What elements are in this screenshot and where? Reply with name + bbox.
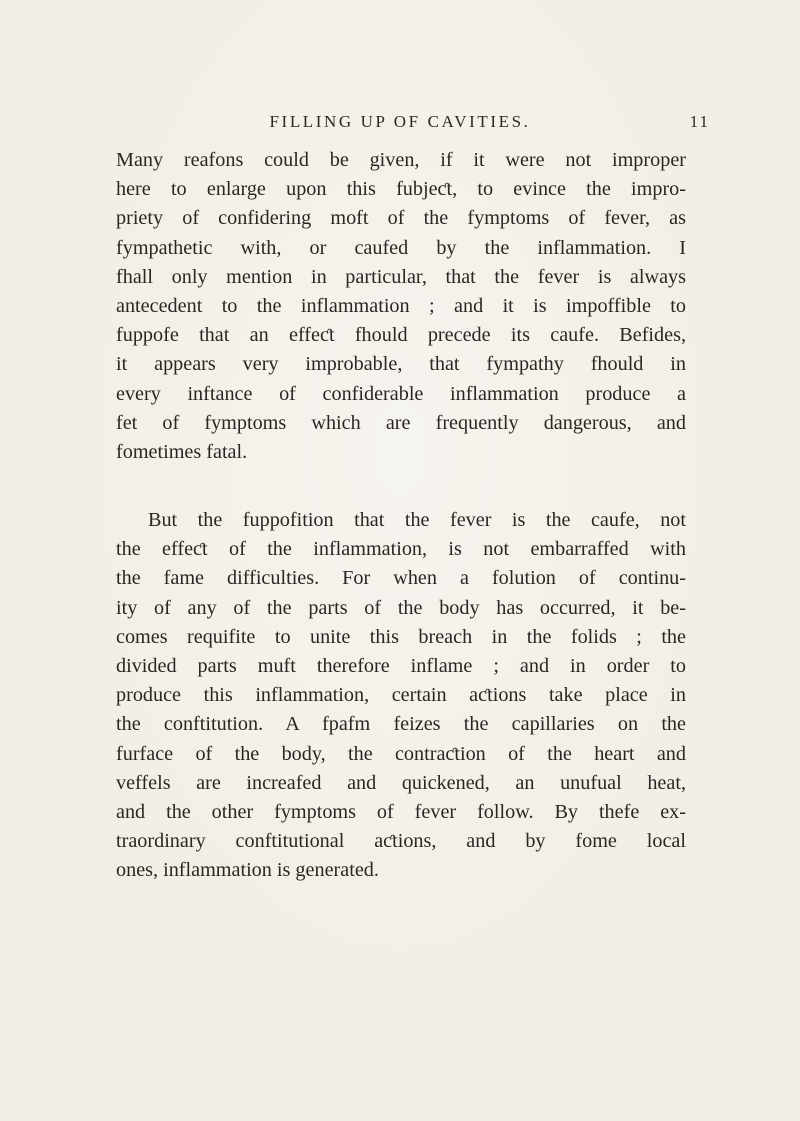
paragraph-2-line: comes requifite to unite this breach in the folids ; the	[116, 625, 686, 648]
paragraph-1-line: fympathetic with, or caufed by the inflammation. I	[116, 236, 686, 259]
paragraph-1-line: priety of confidering moft of the fymptoms of fever, as	[116, 207, 686, 230]
paragraph-2-line: the conftitution. A fpafm feizes the capillaries on the	[116, 713, 686, 736]
paragraph-2	[116, 506, 686, 886]
paragraph-2-line: furface of the body, the contraƈtion of the heart and	[116, 742, 686, 765]
paragraph-1-line: fuppofe that an effeƈt fhould precede its caufe. Befides,	[116, 324, 686, 347]
paragraph-2-line: ones, inflammation is generated.	[116, 859, 379, 882]
paragraph-2-line: traordinary conftitutional aƈtions, and by fome local	[116, 830, 686, 853]
paragraph-2-line: ity of any of the parts of the body has occurred, it be-	[116, 596, 686, 619]
paragraph-1-line: Many reafons could be given, if it were not improper	[116, 149, 686, 171]
paragraph-1-line: here to enlarge upon this fubjeƈt, to evince the impro-	[116, 178, 686, 201]
running-title: FILLING UP OF CAVITIES.	[269, 112, 531, 131]
page-number: 11	[689, 112, 710, 131]
paragraph-2-line: But the fuppofition that the fever is the caufe, not	[148, 509, 686, 531]
paragraph-1-line: every inftance of confiderable inflammation produce a	[116, 382, 686, 405]
paragraph-2-line: the effeƈt of the inflammation, is not embarraffed with	[116, 538, 686, 561]
paragraph-1	[116, 146, 686, 467]
paragraph-1-line: it appears very improbable, that fympathy fhould in	[116, 353, 686, 376]
paragraph-1-line: fometimes fatal.	[116, 441, 248, 464]
paragraph-1-line: fhall only mention in particular, that the fever is always	[116, 265, 686, 288]
paragraph-1-line: fet of fymptoms which are frequently dangerous, and	[116, 411, 686, 434]
paragraph-2-line: divided parts muft therefore inflame ; and in order to	[116, 655, 686, 678]
paragraph-1-line: antecedent to the inflammation ; and it is impoffible to	[116, 295, 686, 318]
paragraph-2-line: and the other fymptoms of fever follow. By thefe ex-	[116, 801, 686, 824]
running-head	[0, 112, 800, 142]
paragraph-2-line: produce this inflammation, certain aƈtions take place in	[116, 684, 686, 707]
paragraph-2-line: the fame difficulties. For when a folution of continu-	[116, 567, 686, 590]
paragraph-2-line: veffels are increafed and quickened, an unufual heat,	[116, 771, 686, 794]
